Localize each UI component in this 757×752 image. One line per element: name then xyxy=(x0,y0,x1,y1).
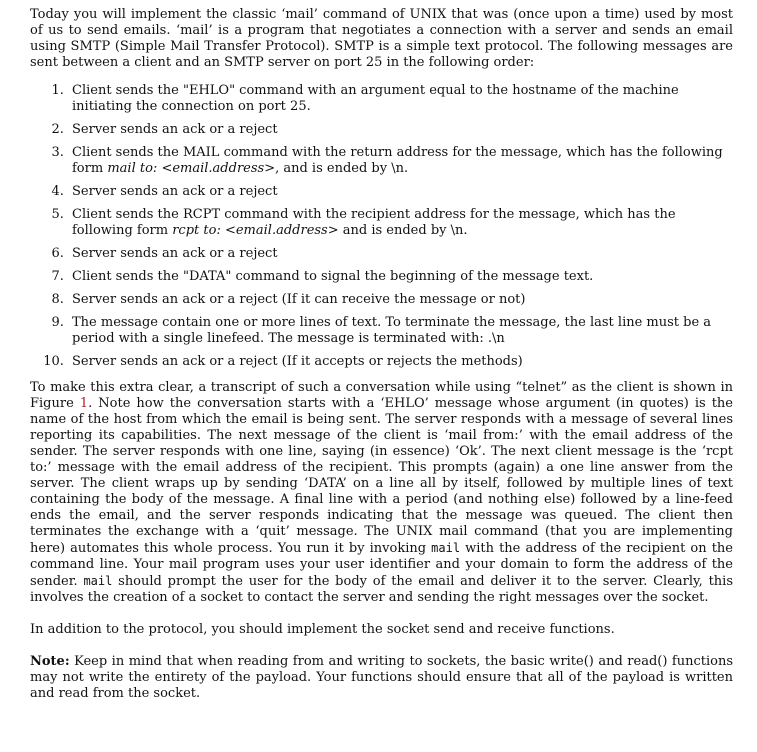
form-tail: , and is ended by \n. xyxy=(275,161,409,176)
note-text: Keep in mind that when reading from and writing to sockets, the basic write() and read() functions may not write the entirety of the payload. Your functions should ensure that all of the payload is written and read from the socket. xyxy=(30,654,733,701)
form-value: <email.address> xyxy=(161,161,276,176)
list-item xyxy=(68,269,733,285)
list-item xyxy=(68,354,733,370)
smtp-steps-list xyxy=(30,83,733,370)
step-text: Client sends the "DATA" command to signal the beginning of the message text. xyxy=(72,269,594,284)
form-tail: and is ended by \n. xyxy=(338,223,468,238)
list-item xyxy=(68,292,733,308)
step-text: Server sends an ack or a reject xyxy=(72,184,278,199)
protocol-paragraph: In addition to the protocol, you should implement the socket send and receive functions. xyxy=(30,622,615,637)
transcript-text: To make this extra clear, a transcript of such a conversation while using “telnet” as the client is shown in Figure xyxy=(30,380,733,411)
transcript-text: with the address of the recipient on the command line. Your mail program uses your user identifier and your domain to form the address of the sender. xyxy=(30,541,733,589)
transcript-text: . Note how the conversation starts with a ‘EHLO’ message whose argument (in quotes) is the name of the host from which the email is being sent. The server responds with a message of several lines reporting its capabilities. The next message of the client is ‘mail from:’ with the email address of the sender. The server responds with one line, saying (in essence) ‘Ok’. The next client message is the ‘rcpt to:’ message with the email address of the recipient. This prompts (again) a one line answer from the server. The client wraps up by sending ‘DATA’ on a line all by itself, followed by multiple lines of text containing the body of the message. A final line with a period (and nothing else) followed by a line-feed ends the email, and the server responds indicating that the message was queued. The client then terminates the exchange with a ‘quit’ message. The UNIX mail command (that you are implementing here) automates this whole process. You run it by invoking xyxy=(30,396,734,556)
note-paragraph xyxy=(30,654,733,702)
transcript-paragraph xyxy=(30,380,733,606)
code-mail: mail xyxy=(83,574,113,588)
list-item xyxy=(68,246,733,262)
form-label: rcpt to: xyxy=(172,223,221,238)
step-text: Client sends the RCPT command with the recipient address for the message, which has the following form xyxy=(72,207,676,238)
list-item xyxy=(68,83,733,115)
list-item xyxy=(68,315,733,347)
note-label: Note: xyxy=(30,654,70,669)
form-value: <email.address> xyxy=(224,223,339,238)
transcript-text: should prompt the user for the body of the email and deliver it to the server. Clearly, this involves the creation of a socket to contact the server and sending the right messages over the socket. xyxy=(30,574,733,605)
code-mail: mail xyxy=(431,541,461,555)
intro-paragraph: Today you will implement the classic ‘mail’ command of UNIX that was (once upon a time) used by most of us to send emails. ‘mail’ is a program that negotiates a connection with a server and sends an email using SMTP (Simple Mail Transfer Protocol). SMTP is a simple text protocol. The following messages are sent between a client and an SMTP server on port 25 in the following order: xyxy=(30,7,733,70)
list-item xyxy=(68,207,733,239)
form-label: mail to: xyxy=(107,161,158,176)
step-text: The message contain one or more lines of text. To terminate the message, the last line must be a period with a single linefeed. The message is terminated with: .\n xyxy=(72,315,712,346)
list-item xyxy=(68,145,733,177)
step-text: Client sends the "EHLO" command with an argument equal to the hostname of the machine initiating the connection on port 25. xyxy=(72,83,679,114)
step-text: Server sends an ack or a reject (If it can receive the message or not) xyxy=(72,292,526,307)
step-text: Client sends the MAIL command with the return address for the message, which has the following form xyxy=(72,145,723,176)
step-text: Server sends an ack or a reject xyxy=(72,246,278,261)
figure-link[interactable]: 1 xyxy=(79,396,89,411)
step-text: Server sends an ack or a reject (If it accepts or rejects the methods) xyxy=(72,354,523,369)
list-item xyxy=(68,122,733,138)
step-text: Server sends an ack or a reject xyxy=(72,122,278,137)
list-item xyxy=(68,184,733,200)
